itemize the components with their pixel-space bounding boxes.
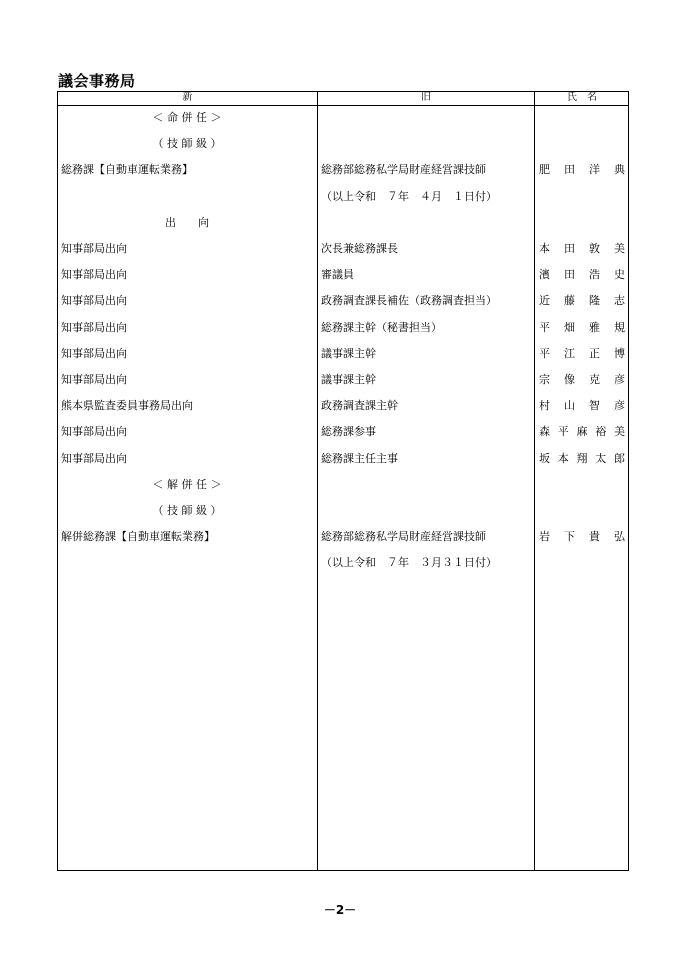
personnel-table [57,91,629,871]
cell-old-assignment: 総務課主任主事 [321,451,398,465]
table-row [58,157,628,183]
cell-old-assignment: （以上令和 ７年 ４月 １日付） [321,189,497,203]
table-row [58,288,628,314]
cell-old-assignment: 総務課主幹（秘書担当） [321,320,442,334]
cell-new-assignment: 知事部局出向 [61,268,127,282]
cell-person-name: 肥 田 洋 典 [539,163,625,177]
table-row [58,472,628,498]
table-row [58,210,628,236]
table-row [58,446,628,472]
table-row [58,498,628,524]
cell-new-assignment: 知事部局出向 [61,320,127,334]
cell-new-assignment: 解併総務課【自動車運転業務】 [61,530,215,544]
table-row [58,131,628,157]
cell-old-assignment: 総務課参事 [321,425,376,439]
cell-new-assignment: ＜ 命 併 任 ＞ [152,111,222,124]
cell-person-name: 平 江 正 博 [539,346,625,360]
cell-old-assignment: 議事課主幹 [321,373,376,386]
page-number: －2－ [323,903,357,917]
table-row [58,550,628,576]
cell-new-assignment: 知事部局出向 [61,346,127,360]
cell-old-assignment: 総務部総務私学局財産経営課技師 [321,530,486,544]
cell-new-assignment: ＜ 解 併 任 ＞ [152,477,222,491]
cell-old-assignment: 次長兼総務課長 [321,242,398,255]
cell-person-name: 本 田 敦 美 [539,242,625,255]
cell-person-name: 坂 本 翔 太 郎 [539,451,625,465]
table-row [58,184,628,210]
cell-new-assignment: 知事部局出向 [61,425,127,439]
cell-new-assignment: （ 技 師 級 ） [152,137,222,151]
table-row [58,315,628,341]
cell-new-assignment: 知事部局出向 [61,451,127,465]
cell-old-assignment: 議事課主幹 [321,346,376,360]
table-row [58,393,628,419]
table-row [58,236,628,262]
cell-old-assignment: 政務調査課長補佐（政務調査担当） [321,294,497,308]
cell-new-assignment: 出 向 [165,215,209,229]
cell-new-assignment: 知事部局出向 [61,242,127,255]
cell-person-name: 森 平 麻 裕 美 [539,425,625,439]
cell-old-assignment: 政務調査課主幹 [321,399,398,413]
cell-new-assignment: 総務課【自動車運転業務】 [61,163,193,177]
table-row [58,419,628,445]
cell-person-name: 宗 像 克 彦 [539,373,625,386]
cell-new-assignment: 知事部局出向 [61,373,127,386]
cell-person-name: 濱 田 浩 史 [539,268,625,282]
cell-person-name: 平 畑 雅 規 [539,320,625,334]
table-row [58,105,628,131]
cell-person-name: 村 山 智 彦 [539,399,625,413]
cell-person-name: 岩 下 貴 弘 [539,530,625,544]
table-row [58,367,628,393]
table-row [58,341,628,367]
cell-new-assignment: 知事部局出向 [61,294,127,308]
column-header-old: 旧 [421,92,431,103]
page-title: 議会事務局 [58,72,136,90]
table-row [58,262,628,288]
table-row [58,524,628,550]
cell-new-assignment: （ 技 師 級 ） [152,504,222,517]
cell-old-assignment: 審議員 [321,268,354,282]
cell-person-name: 近 藤 隆 志 [539,294,625,308]
column-header-name: 氏 名 [567,92,597,103]
cell-new-assignment: 熊本県監査委員事務局出向 [61,399,193,413]
cell-old-assignment: （以上令和 ７年 ３月３１日付） [321,556,497,570]
cell-old-assignment: 総務部総務私学局財産経営課技師 [321,163,486,177]
table-header [58,92,628,106]
column-header-new: 新 [182,92,193,103]
